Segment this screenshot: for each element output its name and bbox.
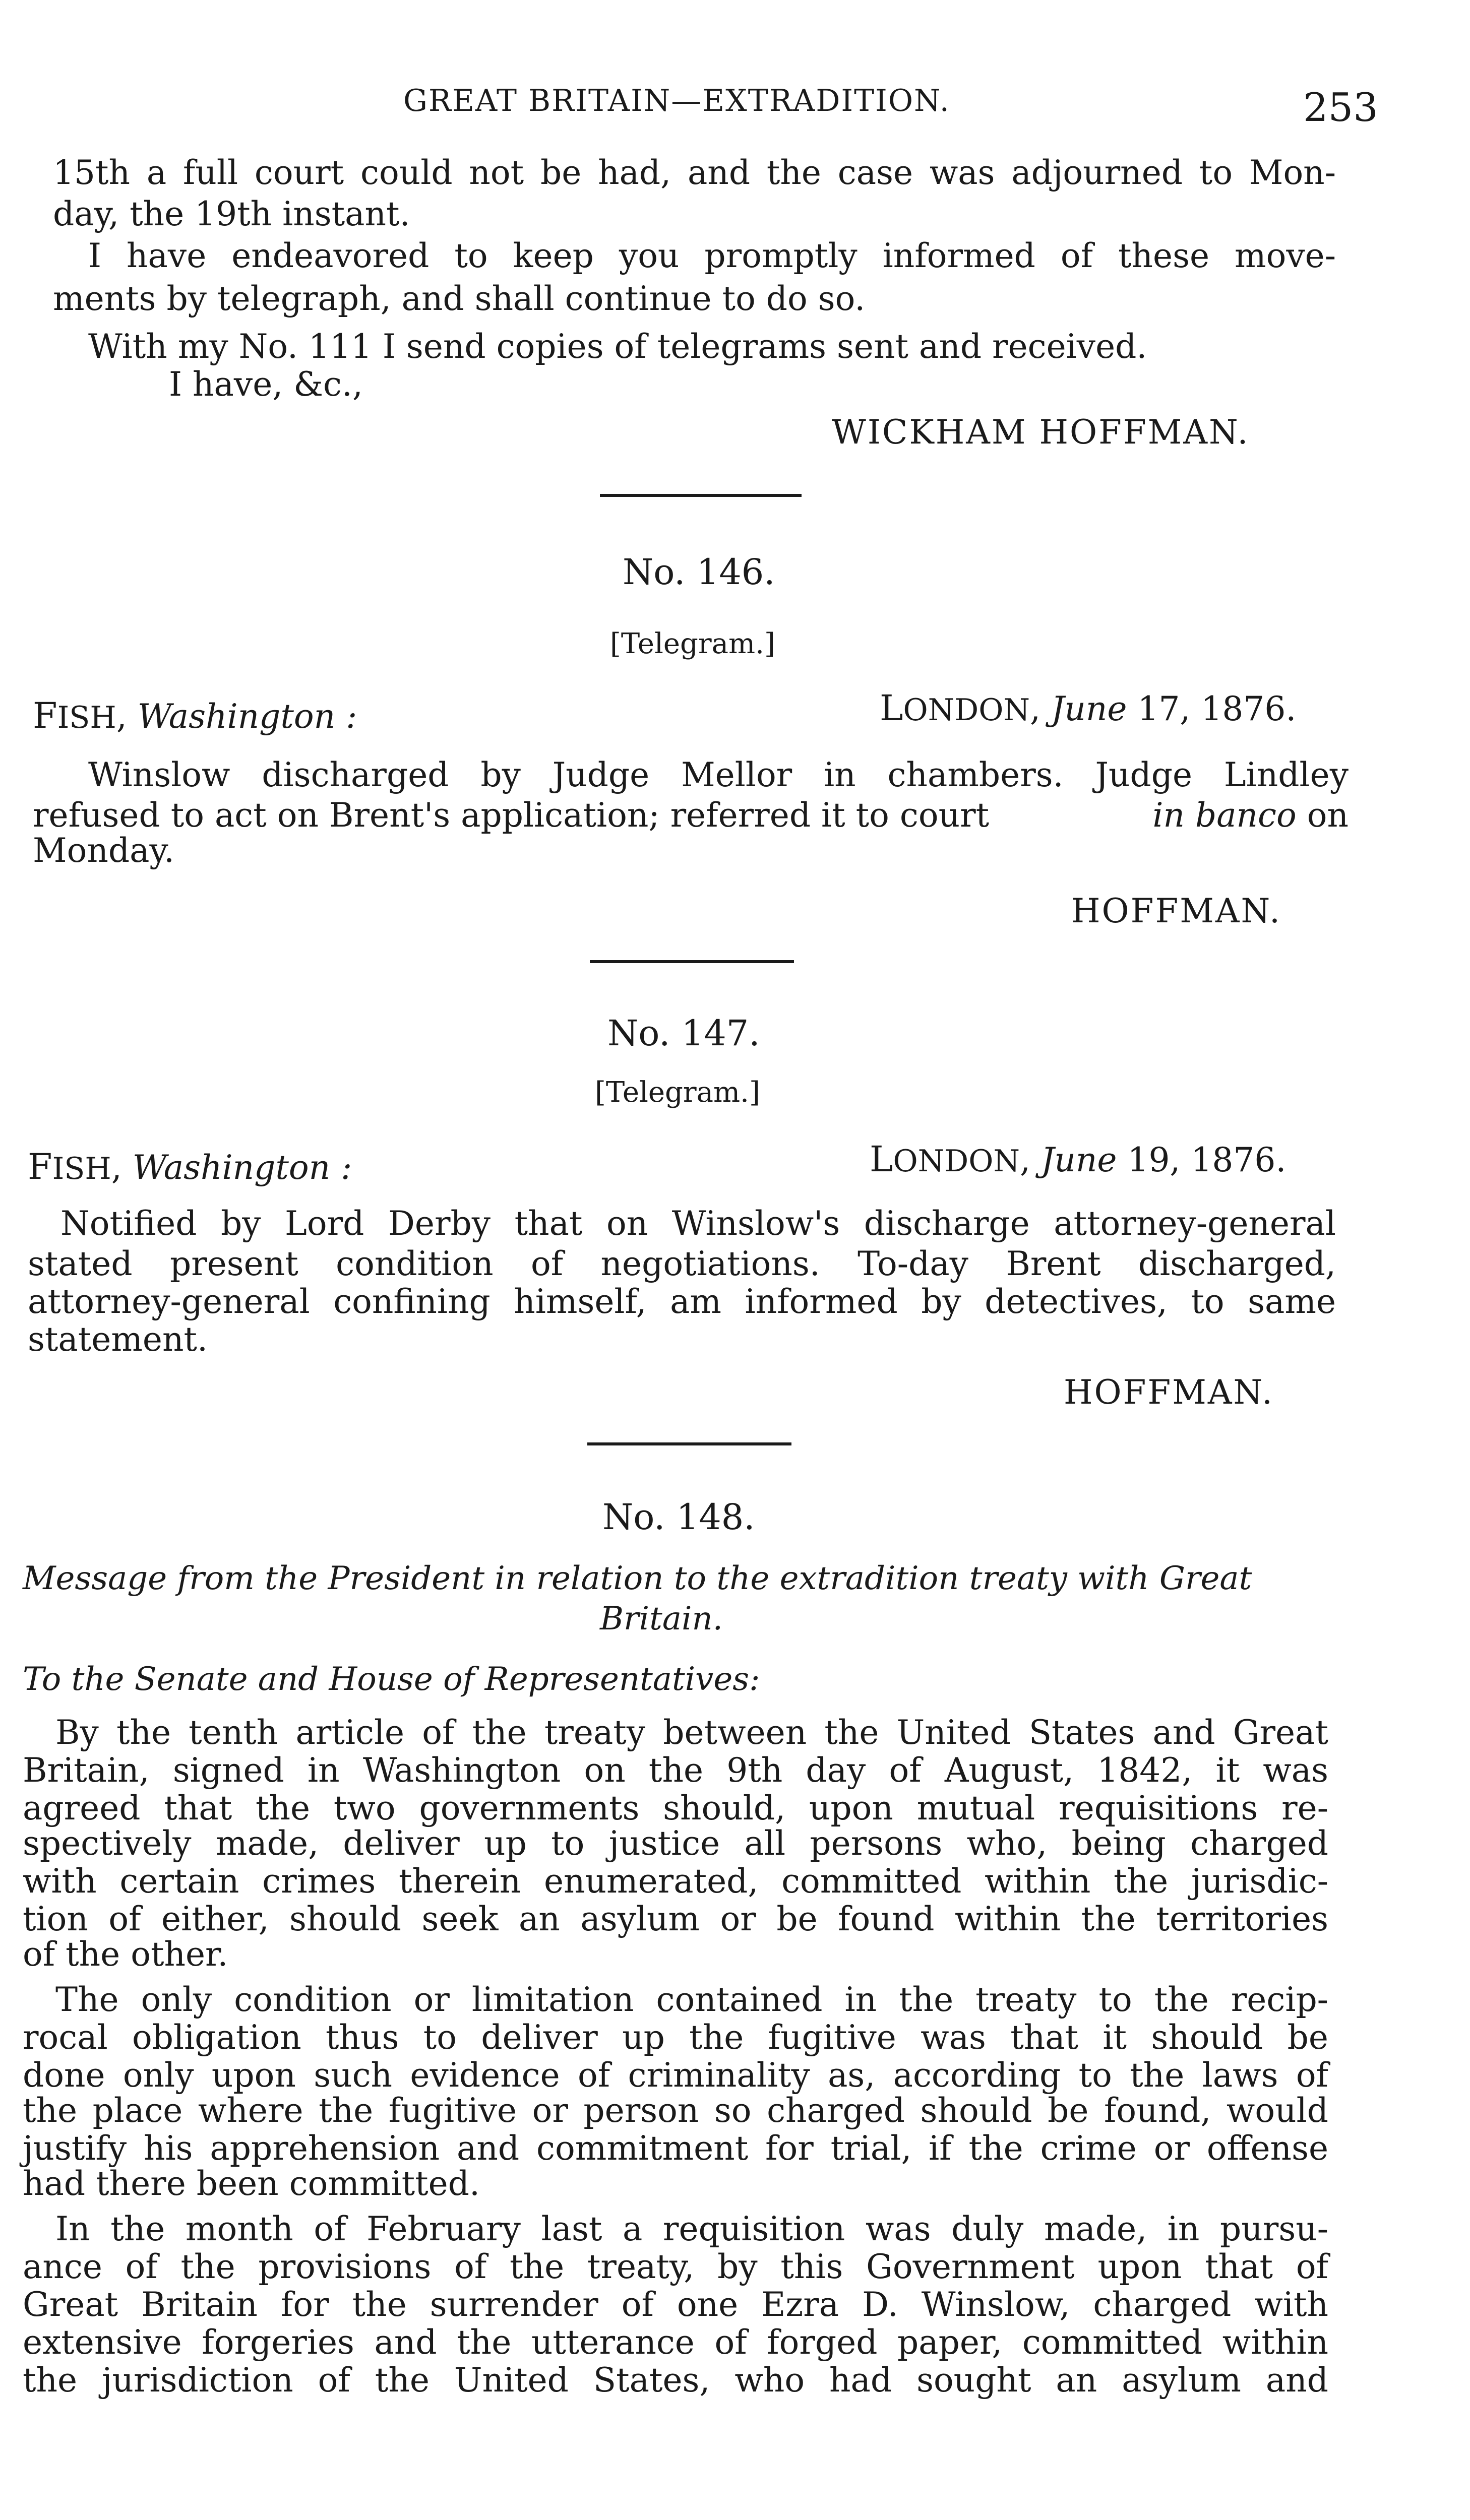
section-divider [587, 1442, 791, 1445]
addressee-name: ISH [52, 1151, 111, 1186]
dateline-date: 17, 1876. [1137, 689, 1297, 728]
text-line: done only upon such evidence of criminality as, according to the laws of [23, 2056, 1328, 2095]
text-line: Notified by Lord Derby that on Winslow's discharge attorney-general [60, 1204, 1336, 1243]
text-line: tion of either, should seek an asylum or be found within the territories [23, 1900, 1328, 1938]
message-title: Message from the President in relation to the extradition treaty with Great [23, 1560, 1252, 1597]
dateline-month: June [1040, 1141, 1117, 1179]
text-line: Winslow discharged by Judge Mellor in chambers. Judge Lindley [88, 755, 1349, 794]
text-line: stated present condition of negotiations. To-day Brent discharged, [28, 1244, 1336, 1283]
document-number: No. 148. [602, 1496, 755, 1538]
addressee-name: ISH [57, 700, 116, 735]
text-line-part [1152, 796, 1349, 835]
addressee-name-initial: F [28, 1146, 52, 1187]
text-line: agreed that the two governments should, upon mutual requisitions re- [23, 1789, 1328, 1828]
dateline-month: June [1051, 689, 1127, 728]
text-line: spectively made, deliver up to justice all persons who, being charged [23, 1824, 1328, 1863]
document-type: [Telegram.] [610, 627, 775, 660]
text-line: statement. [28, 1320, 208, 1359]
text-line: 15th a full court could not be had, and the case was adjourned to Mon- [53, 153, 1336, 192]
addressee-place: Washington : [132, 1148, 352, 1187]
text-line: By the tenth article of the treaty between the United States and Great [55, 1713, 1328, 1752]
dateline-date: 19, 1876. [1127, 1141, 1287, 1179]
running-title: GREAT BRITAIN—EXTRADITION. [403, 83, 950, 118]
text-line: day, the 19th instant. [53, 195, 410, 233]
text-line-part: refused to act on Brent's application; referred it to court [33, 796, 990, 835]
text-line: had there been committed. [23, 2164, 480, 2203]
text-line: With my No. 111 I send copies of telegrams sent and received. [88, 327, 1147, 366]
dateline: LONDON, June 19, 1876. [870, 1139, 1287, 1180]
text-line: with certain crimes therein enumerated, committed within the jurisdic- [23, 1862, 1328, 1901]
document-number: No. 147. [607, 1013, 760, 1054]
text-line: I have, &c., [169, 365, 363, 404]
message-title: Britain. [600, 1600, 723, 1637]
text-line: ments by telegraph, and shall continue to do so. [53, 279, 866, 318]
text-line: rocal obligation thus to deliver up the fugitive was that it should be [23, 2018, 1328, 2057]
page-number: 253 [1303, 85, 1378, 131]
addressee-name-initial: F [33, 695, 57, 736]
text-line: The only condition or limitation contained in the treaty to the recip- [55, 1980, 1328, 2019]
signature: HOFFMAN. [1071, 892, 1282, 930]
text-line: In the month of February last a requisition was duly made, in pursu- [55, 2210, 1328, 2248]
text-line: attorney-general confining himself, am informed by detectives, to same [28, 1282, 1336, 1321]
section-divider [590, 960, 794, 963]
addressee: FISH, Washington : [28, 1146, 352, 1187]
text-line: Monday. [33, 831, 174, 870]
dateline-place-initial: L [880, 687, 903, 729]
dateline-place: ONDON [893, 1144, 1020, 1179]
text-line: Great Britain for the surrender of one Ezra D. Winslow, charged with [23, 2285, 1328, 2324]
text-line: justify his apprehension and commitment for trial, if the crime or offense [23, 2129, 1328, 2168]
text-line: Britain, signed in Washington on the 9th day of August, 1842, it was [23, 1751, 1328, 1790]
text-line: ance of the provisions of the treaty, by this Government upon that of [23, 2247, 1328, 2286]
signature: WICKHAM HOFFMAN. [832, 413, 1250, 452]
document-number: No. 146. [623, 551, 775, 593]
addressee: FISH, Washington : [33, 695, 357, 736]
signature: HOFFMAN. [1064, 1373, 1274, 1412]
text-line: I have endeavored to keep you promptly informed of these move- [88, 236, 1336, 275]
dateline-place-initial: L [870, 1139, 893, 1180]
section-divider [600, 494, 802, 497]
text-line: the place where the fugitive or person so charged should be found, would [23, 2091, 1328, 2130]
document-type: [Telegram.] [595, 1076, 760, 1109]
latin-phrase: in banco [1152, 796, 1297, 835]
text-line [33, 796, 1349, 835]
dateline-place: ONDON [903, 692, 1030, 728]
dateline: LONDON, June 17, 1876. [880, 687, 1297, 729]
addressee-place: Washington : [137, 697, 357, 736]
salutation: To the Senate and House of Representatives: [23, 1661, 760, 1698]
text-line: the jurisdiction of the United States, who had sought an asylum and [23, 2361, 1328, 2400]
text-line: of the other. [23, 1935, 228, 1974]
text-line: extensive forgeries and the utterance of forged paper, committed within [23, 2323, 1328, 2362]
text-line-part: on [1307, 796, 1349, 835]
